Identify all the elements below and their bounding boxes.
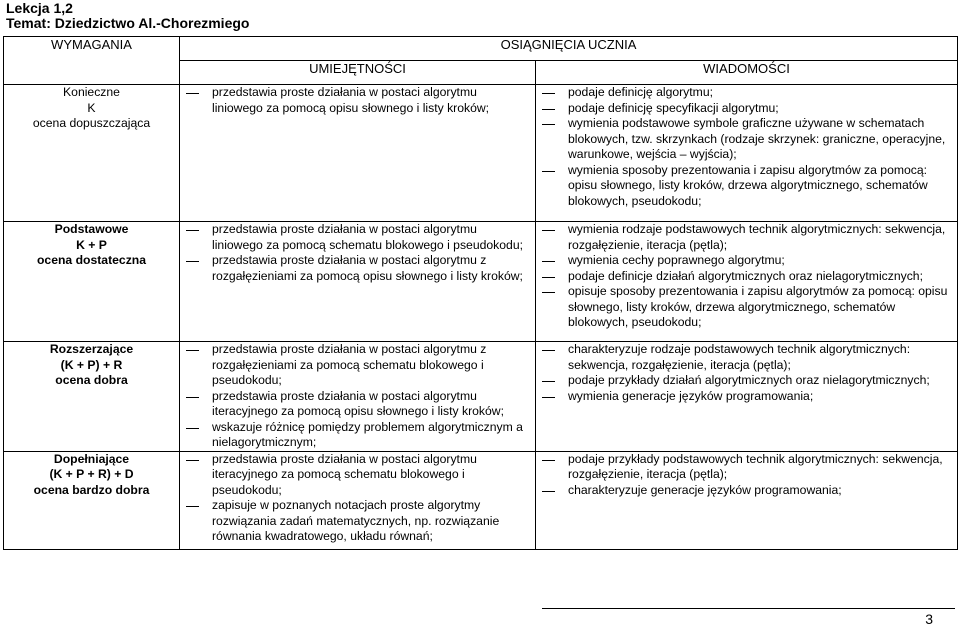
list-item: przedstawia proste działania w postaci algorytmu iteracyjnego za pomocą opisu słownego i listy kroków; [212,389,531,420]
header-requirements: WYMAGANIA [4,37,180,85]
footer-divider [542,608,955,609]
level-cell: Rozszerzające (K + P) + R ocena dobra [4,342,180,452]
lesson-number: Lekcja 1,2 [6,0,73,16]
skills-cell [180,85,536,222]
list-item: wymienia sposoby prezentowania i zapisu algorytmów za pomocą: opisu słownego, listy kroków, drzewa algorytmicznego, schematów blokowych, pseudokodu; [568,163,953,210]
list-item: wskazuje różnicę pomiędzy problemem algorytmicznym a nielagorytmicznym; [212,420,531,451]
list-item: wymienia podstawowe symbole graficzne używane w schematach blokowych, tzw. skrzynkach (rodzaje skrzynek: graniczne, operacyjne, warunkowe, wejścia – wyjścia); [568,116,953,163]
skills-cell [180,451,536,549]
table-row [4,85,958,222]
level-cell: Podstawowe K + P ocena dostateczna [4,222,180,342]
list-item: przedstawia proste działania w postaci algorytmu z rozgałęzieniami za pomocą schematu blokowego i pseudokodu; [212,342,531,389]
level-cell: Dopełniające (K + P + R) + D ocena bardzo dobra [4,451,180,549]
table-row [4,451,958,549]
header-knowledge: WIADOMOŚCI [536,61,958,85]
list-item: zapisuje w poznanych notacjach proste algorytmy rozwiązania zadań matematycznych, np. rozwiązanie równania kwadratowego, układu równań; [212,498,531,545]
lesson-topic: Temat: Dziedzictwo Al.-Chorezmiego [6,15,250,31]
requirements-table [3,36,958,550]
knowledge-cell [536,222,958,342]
list-item: przedstawia proste działania w postaci algorytmu liniowego za pomocą opisu słownego i listy kroków; [212,85,531,116]
list-item: podaje definicję specyfikacji algorytmu; [568,101,953,117]
header-skills: UMIEJĘTNOŚCI [180,61,536,85]
list-item: wymienia rodzaje podstawowych technik algorytmicznych: sekwencja, rozgałęzienie, iteracja (pętla); [568,222,953,253]
header-achievements: OSIĄGNIĘCIA UCZNIA [180,37,958,61]
list-item: opisuje sposoby prezentowania i zapisu algorytmów za pomocą: opisu słownego, listy kroków, drzewa algorytmicznego, schematów blokowych, pseudokodu; [568,284,953,331]
list-item: wymienia cechy poprawnego algorytmu; [568,253,953,269]
list-item: wymienia generacje języków programowania; [568,389,953,405]
level-cell: Konieczne K ocena dopuszczająca [4,85,180,222]
list-item: podaje definicje działań algorytmicznych oraz nielagorytmicznych; [568,269,953,285]
skills-cell [180,342,536,452]
table-row [4,342,958,452]
page-number: 3 [925,611,933,627]
knowledge-cell [536,342,958,452]
skills-cell [180,222,536,342]
list-item: podaje definicję algorytmu; [568,85,953,101]
list-item: przedstawia proste działania w postaci algorytmu liniowego za pomocą schematu blokowego i pseudokodu; [212,222,531,253]
list-item: podaje przykłady działań algorytmicznych oraz nielagorytmicznych; [568,373,953,389]
knowledge-cell [536,85,958,222]
list-item: charakteryzuje rodzaje podstawowych technik algorytmicznych: sekwencja, rozgałęzienie, iteracja (pętla); [568,342,953,373]
list-item: przedstawia proste działania w postaci algorytmu iteracyjnego za pomocą schematu blokowego i pseudokodu; [212,452,531,499]
knowledge-cell [536,451,958,549]
list-item: podaje przykłady podstawowych technik algorytmicznych: sekwencja, rozgałęzienie, iteracja (pętla); [568,452,953,483]
list-item: przedstawia proste działania w postaci algorytmu z rozgałęzieniami za pomocą opisu słownego i listy kroków; [212,253,531,284]
list-item: charakteryzuje generacje języków programowania; [568,483,953,499]
table-row [4,222,958,342]
